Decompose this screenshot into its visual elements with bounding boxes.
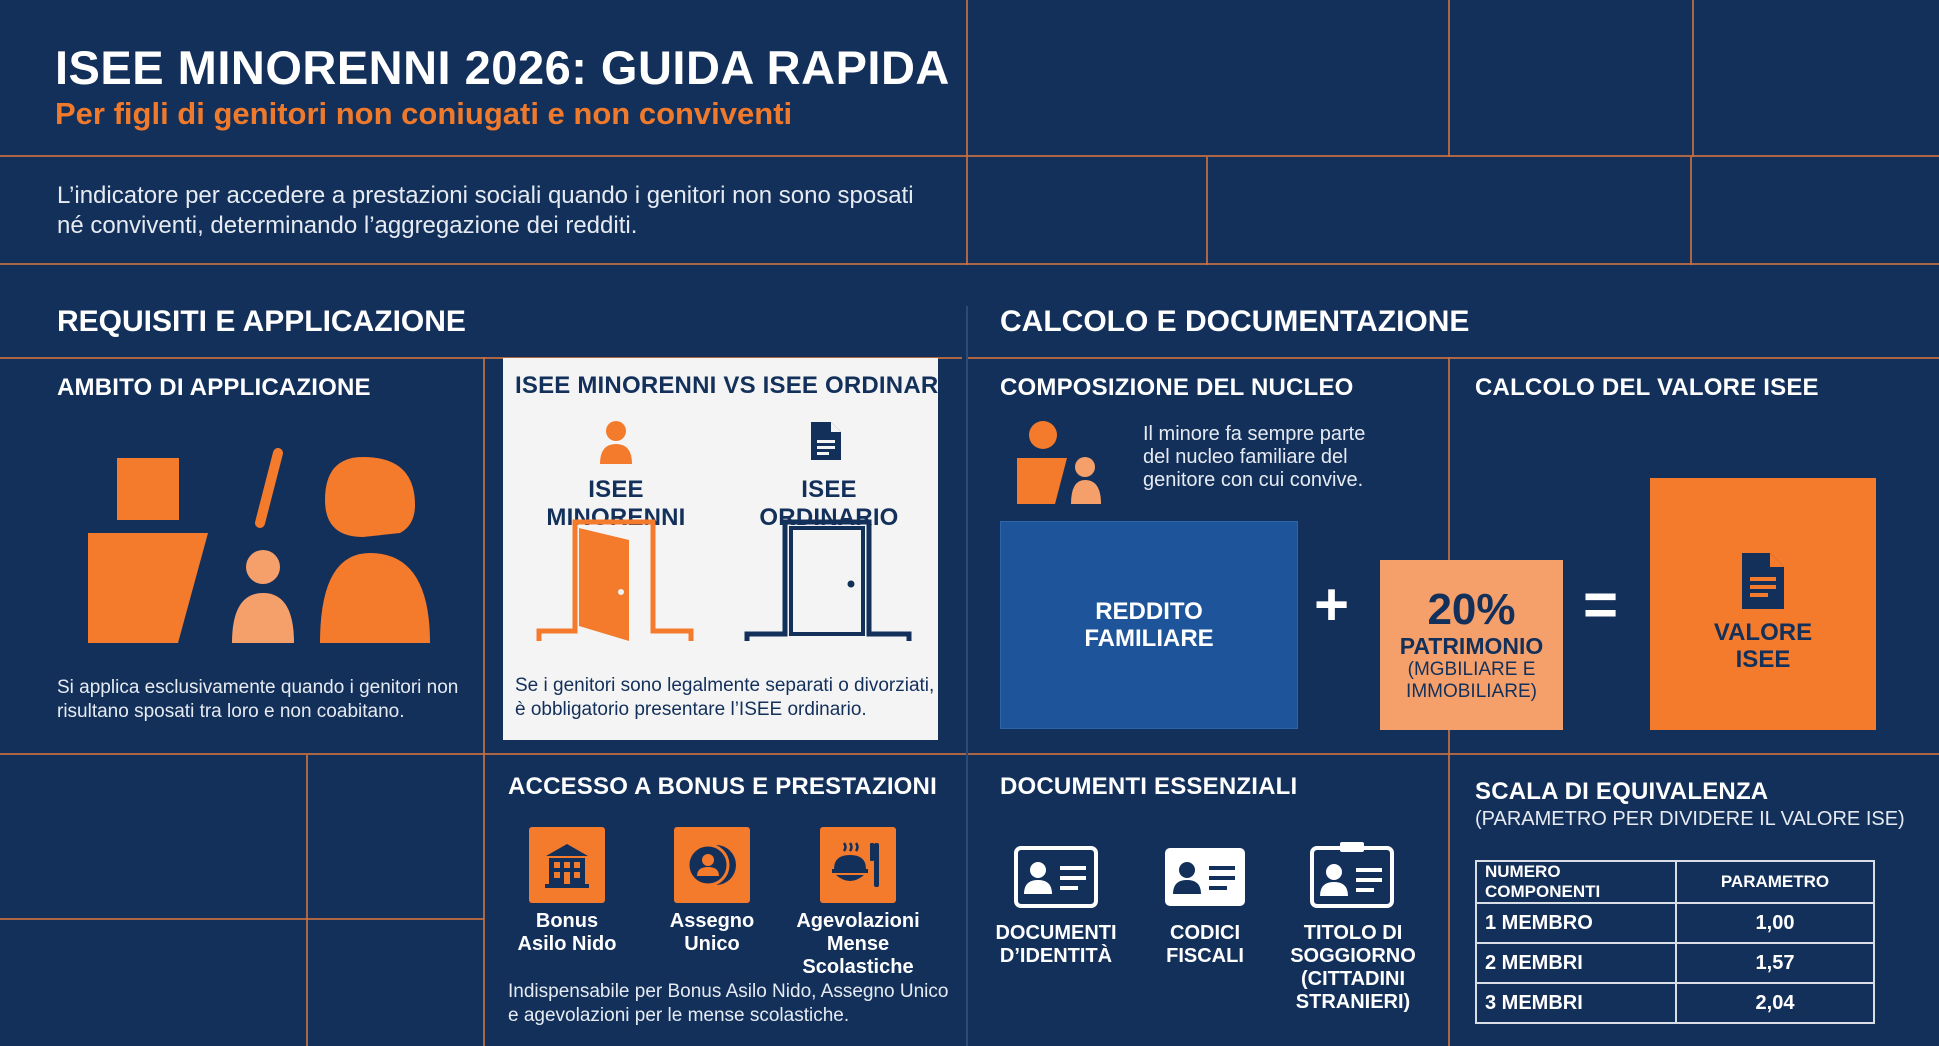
bonus-text-line: e agevolazioni per le mense scolastiche. [508, 1005, 850, 1026]
panel-title-nucleo: COMPOSIZIONE DEL NUCLEO [1000, 374, 1354, 401]
table-row [1476, 983, 1874, 1023]
documenti-item-codici [1120, 922, 1290, 968]
equals-sign: = [1583, 571, 1619, 638]
label-isee-minorenni: ISEE MINORENNI [546, 476, 686, 531]
table-cell: 2 MEMBRI [1476, 943, 1676, 983]
divider [1692, 0, 1694, 157]
divider [966, 357, 1939, 359]
plus-sign: + [1314, 571, 1350, 638]
nucleo-text-line: del nucleo familiare del [1143, 446, 1348, 468]
table-header-cell: NUMERO COMPONENTI [1476, 861, 1676, 903]
patrimonio-sub: IMMOBILIARE) [1406, 681, 1537, 702]
residence-permit-icon [1309, 840, 1395, 908]
ambito-text [57, 676, 458, 724]
divider [1206, 157, 1208, 265]
divider [1690, 157, 1692, 265]
closed-door-icon [743, 516, 913, 641]
table-row [1476, 943, 1874, 983]
doc-label-line: FISCALI [1166, 945, 1244, 967]
table-header-row [1476, 861, 1874, 903]
panel-title-bonus: ACCESSO A BONUS E PRESTAZIONI [508, 773, 937, 800]
parent-child-icon [1015, 420, 1105, 504]
valore-label-line: ISEE [1735, 646, 1791, 673]
intro-text [57, 181, 914, 241]
doc-label-line: TITOLO DI [1303, 922, 1403, 944]
bonus-label-line: Bonus [535, 910, 599, 932]
table-cell: 1,57 [1676, 943, 1874, 983]
doc-label-line: DOCUMENTI [995, 922, 1117, 944]
bonus-label-line: Unico [684, 933, 740, 955]
doc-label-line: (CITTADINI [1300, 968, 1406, 990]
document-icon [809, 420, 843, 462]
nucleo-text-line: genitore con cui convive. [1143, 469, 1364, 491]
intro-line: né conviventi, determinando l’aggregazione dei redditi. [57, 212, 638, 239]
divider [0, 155, 1939, 157]
valore-label-line: VALORE [1713, 619, 1813, 646]
panel-title-calcolo: CALCOLO DEL VALORE ISEE [1475, 374, 1819, 401]
id-card-icon [1014, 846, 1098, 908]
comparison-title: ISEE MINORENNI VS ISEE ORDINARIO [515, 372, 965, 399]
nucleo-text [1143, 423, 1365, 492]
divider [1448, 0, 1450, 157]
comparison-text-line: è obbligatorio presentare l’ISEE ordinario. [515, 699, 867, 720]
valore-isee-box [1650, 478, 1876, 730]
label-isee-ordinario: ISEE ORDINARIO [759, 476, 899, 531]
bonus-label-line: Mense Scolastiche [802, 933, 914, 978]
divider [966, 306, 968, 1046]
divider [0, 263, 1939, 265]
bonus-label-line: Asilo Nido [517, 933, 617, 955]
equivalence-table [1475, 860, 1875, 1024]
page-title: ISEE MINORENNI 2026: GUIDA RAPIDA [55, 41, 950, 94]
table-row [1476, 903, 1874, 943]
tax-card-icon [1163, 846, 1247, 908]
comparison-text [515, 674, 934, 722]
ambito-text-line: risultano sposati tra loro e non coabitano. [57, 701, 405, 722]
doc-label-line: CODICI [1170, 922, 1240, 944]
open-door-icon [533, 516, 698, 641]
doc-label-line: D’IDENTITÀ [999, 945, 1113, 967]
food-icon [820, 827, 896, 903]
panel-title-documenti: DOCUMENTI ESSENZIALI [1000, 773, 1298, 800]
section-heading-requisiti: REQUISITI E APPLICAZIONE [57, 305, 466, 338]
divider [966, 0, 968, 265]
documenti-item-soggiorno [1268, 922, 1438, 1014]
bonus-item-mense [773, 910, 943, 979]
valore-label [1650, 619, 1876, 673]
patrimonio-label: PATRIMONIO [1399, 633, 1544, 659]
patrimonio-sub: (MGBILIARE E [1407, 659, 1536, 680]
patrimonio-box [1380, 560, 1563, 730]
divider [0, 753, 1939, 755]
document-icon [1740, 551, 1786, 611]
divider [0, 918, 484, 920]
doc-label-line: STRANIERI) [1295, 991, 1411, 1013]
building-icon [529, 827, 605, 903]
percent-value: 20% [1427, 585, 1516, 634]
table-cell: 3 MEMBRI [1476, 983, 1676, 1023]
table-cell: 1,00 [1676, 903, 1874, 943]
nucleo-text-line: Il minore fa sempre parte [1143, 423, 1366, 445]
bonus-label-line: Agevolazioni [796, 910, 920, 932]
divider [306, 755, 308, 1046]
table-cell: 2,04 [1676, 983, 1874, 1023]
bonus-item-assegno [627, 910, 797, 956]
page-subtitle: Per figli di genitori non coniugati e non conviventi [55, 96, 793, 131]
intro-line: L’indicatore per accedere a prestazioni sociali quando i genitori non sono sposati [57, 182, 914, 209]
documenti-item-identita [971, 922, 1141, 968]
doc-label-line: SOGGIORNO [1290, 945, 1416, 967]
coin-person-icon [674, 827, 750, 903]
person-icon [599, 420, 633, 464]
table-cell: 1 MEMBRO [1476, 903, 1676, 943]
table-header-cell: PARAMETRO [1676, 861, 1874, 903]
reddito-label: REDDITO [1095, 598, 1203, 625]
comparison-card [503, 358, 965, 740]
panel-title-scala: SCALA DI EQUIVALENZA [1475, 778, 1769, 805]
parents-child-icon [80, 445, 440, 645]
comparison-text-line: Se i genitori sono legalmente separati o divorziati, [515, 675, 935, 696]
section-heading-calcolo: CALCOLO E DOCUMENTAZIONE [1000, 305, 1470, 338]
bonus-text [508, 980, 948, 1028]
bonus-label-line: Assegno [669, 910, 755, 932]
scala-subtitle: (PARAMETRO PER DIVIDERE IL VALORE ISE) [1475, 808, 1905, 830]
reddito-familiare-box [1000, 521, 1298, 729]
reddito-label: FAMILIARE [1084, 625, 1214, 652]
panel-title-ambito: AMBITO DI APPLICAZIONE [57, 374, 371, 401]
ambito-text-line: Si applica esclusivamente quando i genitori non [57, 677, 459, 698]
bonus-text-line: Indispensabile per Bonus Asilo Nido, Assegno Unico [508, 981, 949, 1002]
